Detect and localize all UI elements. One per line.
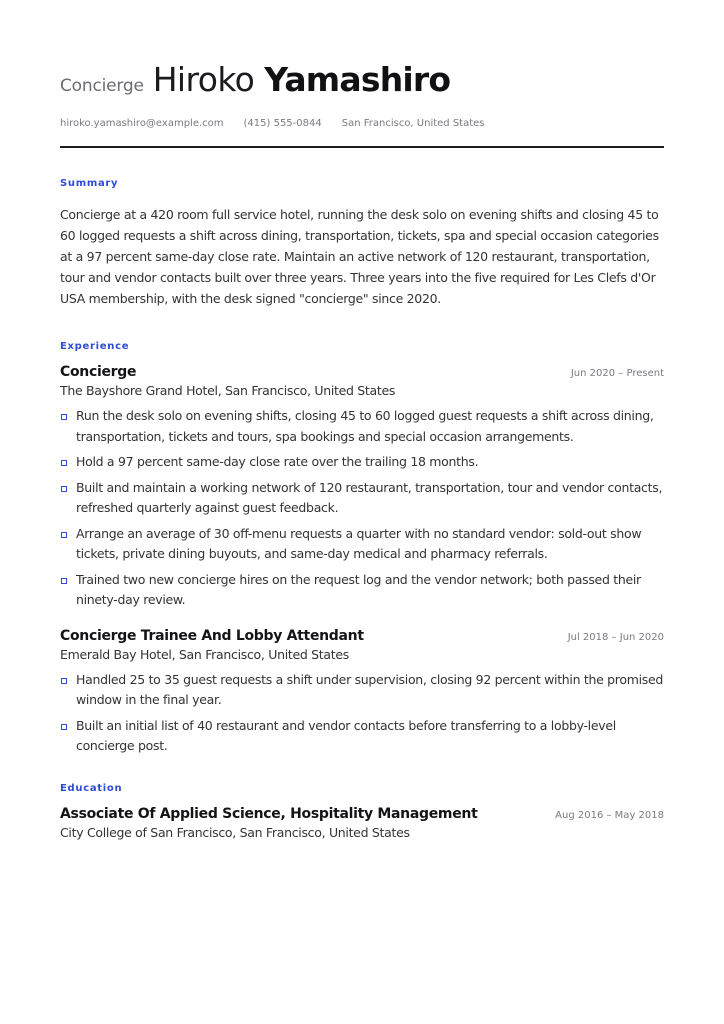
- job-title: Concierge: [60, 364, 137, 380]
- job-organization: The Bayshore Grand Hotel, San Francisco, United States: [60, 383, 396, 398]
- bullet-item: [60, 478, 664, 519]
- bullet-text: Hold a 97 percent same-day close rate over the trailing 18 months.: [76, 454, 479, 469]
- experience-heading: Experience: [60, 341, 130, 352]
- bullet-item: [60, 406, 664, 447]
- contact-location: San Francisco, United States: [341, 118, 485, 129]
- job-bullets: [60, 406, 664, 611]
- bullet-item: [60, 524, 664, 565]
- first-name: Hiroko: [152, 60, 255, 99]
- job-header: [60, 364, 664, 380]
- job-organization: Emerald Bay Hotel, San Francisco, United States: [60, 646, 349, 662]
- job-entry: [60, 628, 664, 757]
- degree-title: Associate Of Applied Science, Hospitality Management: [60, 805, 478, 822]
- resume-content: [60, 60, 664, 840]
- header-divider: [60, 146, 664, 148]
- bullet-item: [60, 716, 664, 757]
- last-name: Yamashiro: [264, 60, 451, 99]
- bullet-item: [60, 452, 664, 473]
- bullet-item: [60, 670, 664, 711]
- contact-phone: (415) 555-0844: [243, 118, 322, 129]
- job-header: [60, 628, 664, 644]
- bullet-text: Handled 25 to 35 guest requests a shift under supervision, closing 92 percent within the promised window in the final year.: [76, 671, 664, 707]
- education-header: [60, 806, 664, 822]
- bullet-text: Run the desk solo on evening shifts, closing 45 to 60 logged guest requests a shift across dining, transportation, tickets and tours, spa bookings and special occasion arrangements.: [76, 408, 654, 444]
- summary-heading: Summary: [60, 178, 119, 189]
- job-dates: Jun 2020 – Present: [570, 368, 664, 379]
- bullet-square-icon: [61, 724, 67, 730]
- bullet-square-icon: [61, 460, 67, 466]
- bullet-text: Arrange an average of 30 off-menu requests a quarter with no standard vendor: sold-out show tickets, private dining buyouts, and same-day medical and pharmacy referrals.: [76, 525, 642, 561]
- job-title: Concierge Trainee And Lobby Attendant: [60, 627, 364, 644]
- name-header: [60, 60, 664, 99]
- bullet-text: Built an initial list of 40 restaurant and vendor contacts before transferring to a lobby-level concierge post.: [76, 717, 616, 753]
- job-bullets: [60, 670, 664, 757]
- bullet-item: [60, 570, 664, 611]
- contact-row: [60, 118, 664, 129]
- education-heading: Education: [60, 782, 123, 794]
- job-entry: [60, 364, 664, 611]
- bullet-square-icon: [61, 578, 67, 584]
- summary-text: Concierge at a 420 room full service hotel, running the desk solo on evening shifts and closing 45 to 60 logged requests a shift across dining, transportation, tickets, spa and special occasion categories at a 97 percent same-day close rate. Maintain an active network of 120 restaurant, transportation, tour and vendor contacts built over three years. Three years into the five required for Les Clefs d'Or USA membership, with the desk signed "concierge" since 2020.: [60, 207, 659, 306]
- bullet-square-icon: [61, 486, 67, 492]
- bullet-text: Built and maintain a working network of 120 restaurant, transportation, tour and vendor contacts, refreshed quarterly against guest feedback.: [76, 479, 663, 515]
- job-dates: Jul 2018 – Jun 2020: [567, 631, 664, 643]
- contact-email: hiroko.yamashiro@example.com: [60, 118, 224, 129]
- role-label: Concierge: [60, 76, 144, 96]
- school-name: City College of San Francisco, San Francisco, United States: [60, 824, 410, 840]
- education-entry: [60, 806, 664, 840]
- education-dates: Aug 2016 – May 2018: [555, 809, 664, 821]
- bullet-square-icon: [61, 532, 67, 538]
- bullet-square-icon: [61, 414, 67, 420]
- bullet-square-icon: [61, 678, 67, 684]
- bullet-text: Trained two new concierge hires on the request log and the vendor network; both passed their ninety-day review.: [76, 571, 641, 607]
